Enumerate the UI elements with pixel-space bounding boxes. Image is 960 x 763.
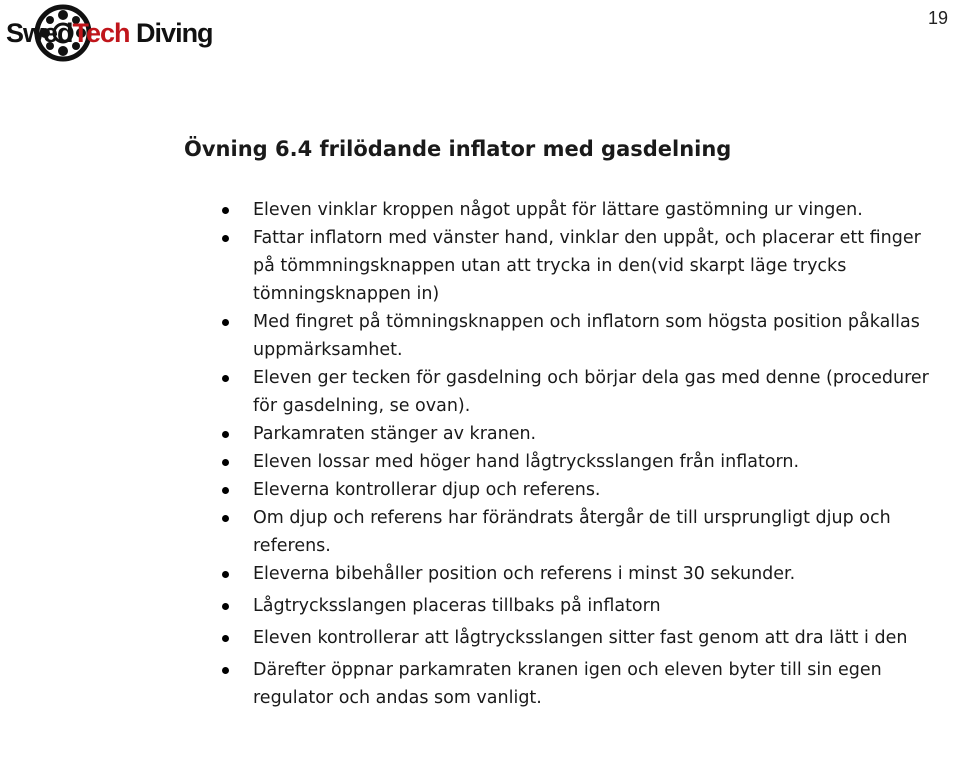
bullet-icon xyxy=(222,207,229,214)
list-item xyxy=(218,448,938,476)
list-item xyxy=(218,504,938,560)
list-item-text: Eleverna bibehåller position och referens i minst 30 sekunder. xyxy=(253,564,796,584)
page-number: 19 xyxy=(927,8,948,28)
logo-wordmark xyxy=(6,18,213,49)
bullet-icon xyxy=(222,487,229,494)
list-item-text: Parkamraten stänger av kranen. xyxy=(253,424,537,444)
list-item-text: Lågtrycksslangen placeras tillbaks på inflatorn xyxy=(253,596,661,616)
page-title: Övning 6.4 frilödande inflator med gasdelning xyxy=(184,137,732,161)
list-item-text: Eleven ger tecken för gasdelning och börjar dela gas med denne (procedurer för gasdelning, se ovan). xyxy=(253,368,929,416)
list-item xyxy=(218,224,938,308)
list-item xyxy=(218,420,938,448)
bullet-icon xyxy=(222,635,229,642)
bullet-icon xyxy=(222,319,229,326)
bullet-icon xyxy=(222,603,229,610)
list-item xyxy=(218,308,938,364)
list-item-text: Om djup och referens har förändrats återgår de till ursprungligt djup och referens. xyxy=(253,508,891,556)
bullet-icon xyxy=(222,431,229,438)
bullet-icon xyxy=(222,375,229,382)
logo-word-diving: Diving xyxy=(129,18,213,48)
list-item-text: Eleven kontrollerar att lågtrycksslangen sitter fast genom att dra lätt i den xyxy=(253,628,908,648)
list-item xyxy=(218,656,938,712)
bullet-icon xyxy=(222,235,229,242)
list-item xyxy=(218,476,938,504)
list-item-text: Fattar inflatorn med vänster hand, vinklar den uppåt, och placerar ett finger på tömmningsknappen utan att trycka in den(vid skarpt läge trycks tömningsknappen in) xyxy=(253,228,921,304)
exercise-steps-list xyxy=(218,196,938,712)
bullet-icon xyxy=(222,459,229,466)
list-item xyxy=(218,196,938,224)
list-item xyxy=(218,592,938,620)
list-item-text: Eleven lossar med höger hand lågtrycksslangen från inflatorn. xyxy=(253,452,800,472)
bullet-icon xyxy=(222,667,229,674)
logo-word-swed: Swed xyxy=(6,18,73,48)
list-item xyxy=(218,624,938,652)
company-logo xyxy=(6,4,213,62)
bullet-icon xyxy=(222,515,229,522)
list-item-text: Eleven vinklar kroppen något uppåt för lättare gastömning ur vingen. xyxy=(253,200,863,220)
list-item xyxy=(218,364,938,420)
list-item-text: Eleverna kontrollerar djup och referens. xyxy=(253,480,601,500)
bullet-icon xyxy=(222,571,229,578)
list-item xyxy=(218,560,938,588)
list-item-text: Med fingret på tömningsknappen och inflatorn som högsta position påkallas uppmärksamhet. xyxy=(253,312,920,360)
logo-word-tech: Tech xyxy=(72,18,130,48)
list-item-text: Därefter öppnar parkamraten kranen igen och eleven byter till sin egen regulator och andas som vanligt. xyxy=(253,660,882,708)
